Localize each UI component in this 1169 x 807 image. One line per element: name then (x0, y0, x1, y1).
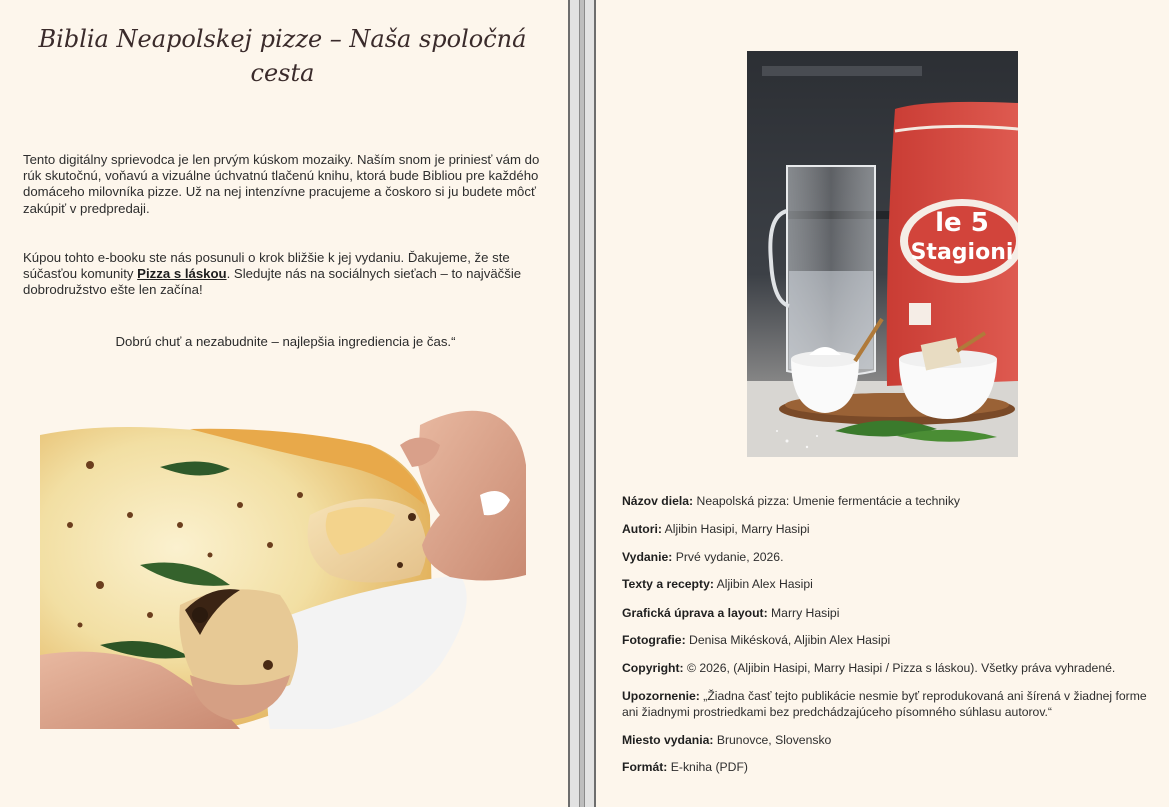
meta-line (622, 661, 1152, 677)
meta-value: Aljibin Alex Hasipi (713, 577, 813, 591)
intro-paragraph: Tento digitálny sprievodca je len prvým kúskom mozaiky. Naším snom je priniesť vám do rúk skutočnú, voňavú a vizuálne úchvatnú tlačenú knihu, ktorá bude Bibliou pre každého domáceho milovníka pizze. Už na nej intenzívne pracujeme a čoskoro si ju budete môcť zakúpiť v predpredaji. (23, 152, 540, 216)
thanks-text-end: . Sledujte nás na sociálnych sieťach – to najväčšie dobrodružstvo ešte len začína! (23, 266, 522, 298)
meta-value: E-kniha (PDF) (667, 760, 748, 774)
meta-line (622, 606, 1152, 622)
meta-line (622, 733, 1152, 749)
meta-label: Miesto vydania: (622, 733, 714, 747)
svg-text:le 5: le 5 (935, 208, 989, 238)
meta-label: Vydanie: (622, 550, 673, 564)
meta-line (622, 760, 1152, 776)
meta-label: Texty a recepty: (622, 577, 714, 591)
meta-line (622, 522, 1152, 538)
meta-line (622, 577, 1152, 593)
page-title: Biblia Neapolskej pizze – Naša spoločná cesta (38, 25, 527, 87)
meta-value: Brunovce, Slovensko (713, 733, 832, 747)
left-page (0, 0, 568, 807)
meta-line (622, 689, 1152, 720)
meta-label: Formát: (622, 760, 668, 774)
meta-label: Fotografie: (622, 633, 686, 647)
flour-photo (747, 51, 1018, 457)
meta-value: „Žiadna časť tejto publikácie nesmie byť reprodukovaná ani šírená v žiadnej forme ani žiadnymi prostriedkami bez predchádzajúceho písomného súhlasu autorov.“ (622, 689, 1147, 719)
meta-value: Denisa Mikésková, Aljibin Alex Hasipi (685, 633, 891, 647)
meta-label: Autori: (622, 522, 662, 536)
thanks-text-start: Kúpou tohto e-booku ste nás posunuli o krok bližšie k jej vydaniu. Ďakujeme, že ste súčasťou komunity (23, 250, 510, 282)
page-gutter (568, 0, 596, 807)
meta-line (622, 633, 1152, 649)
pizza-photo (40, 405, 526, 729)
meta-label: Copyright: (622, 661, 684, 675)
meta-value: © 2026, (Aljibin Hasipi, Marry Hasipi / Pizza s láskou). Všetky práva vyhradené. (683, 661, 1116, 675)
meta-label: Upozornenie: (622, 689, 700, 703)
thanks-paragraph (23, 250, 548, 299)
meta-value: Neapolská pizza: Umenie fermentácie a techniky (693, 494, 961, 508)
svg-text:Stagioni: Stagioni (910, 240, 1014, 265)
closing-line: Dobrú chuť a nezabudnite – najlepšia ingrediencia je čas.“ (115, 334, 456, 349)
meta-line (622, 550, 1152, 566)
right-page (596, 0, 1169, 807)
meta-label: Grafická úprava a layout: (622, 606, 768, 620)
meta-line (622, 494, 1152, 510)
meta-value: Marry Hasipi (767, 606, 840, 620)
community-link[interactable]: Pizza s láskou (137, 266, 227, 282)
meta-value: Aljibin Hasipi, Marry Hasipi (661, 522, 810, 536)
meta-value: Prvé vydanie, 2026. (672, 550, 784, 564)
meta-label: Názov diela: (622, 494, 694, 508)
